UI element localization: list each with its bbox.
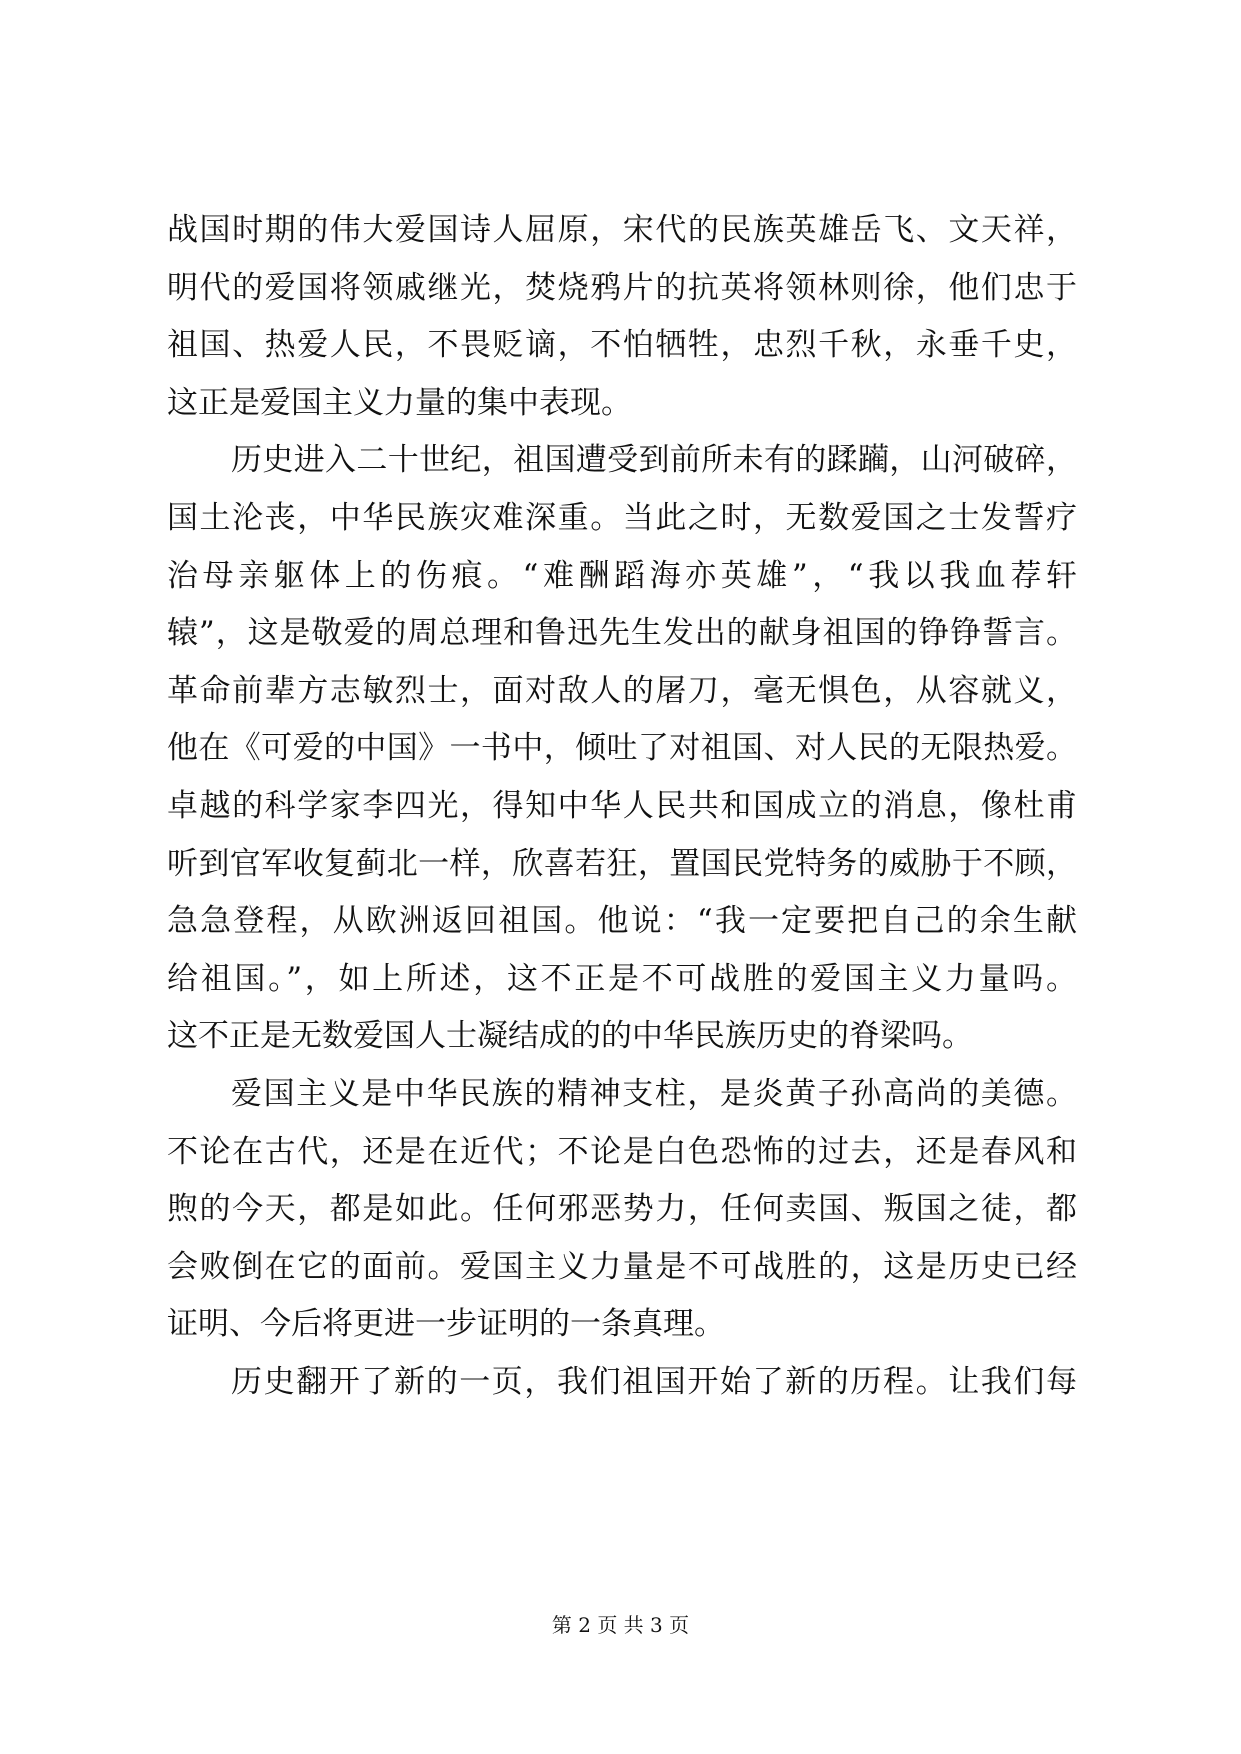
text-line: 急急登程，从欧洲返回祖国。他说：“我一定要把自己的余生献	[167, 903, 1077, 940]
text-line: 会败倒在它的面前。爱国主义力量是不可战胜的，这是历史已经	[167, 1248, 1077, 1285]
text-line: 历史翻开了新的一页，我们祖国开始了新的历程。让我们每	[231, 1363, 1077, 1400]
text-line: 卓越的科学家李四光，得知中华人民共和国成立的消息，像杜甫	[167, 787, 1077, 824]
text-line: 历史进入二十世纪，祖国遭受到前所未有的蹂躏，山河破碎，	[231, 442, 1077, 479]
text-line: 祖国、热爱人民，不畏贬谪，不怕牺牲，忠烈千秋，永垂千史，	[167, 327, 1077, 364]
text-line: 听到官军收复蓟北一样，欣喜若狂，置国民党特务的威胁于不顾，	[167, 845, 1077, 882]
text-line: 给祖国。”，如上所述，这不正是不可战胜的爱国主义力量吗。	[167, 960, 1077, 997]
text-line: 不论在古代，还是在近代；不论是白色恐怖的过去，还是春风和	[167, 1133, 1077, 1170]
text-line: 煦的今天，都是如此。任何邪恶势力，任何卖国、叛国之徒，都	[167, 1191, 1077, 1228]
text-line: 战国时期的伟大爱国诗人屈原，宋代的民族英雄岳飞、文天祥，	[167, 212, 1077, 248]
text-line: 革命前辈方志敏烈士，面对敌人的屠刀，毫无惧色，从容就义，	[167, 672, 1077, 709]
text-line: 国土沦丧，中华民族灾难深重。当此之时，无数爱国之士发誓疗	[167, 499, 1077, 536]
text-line: 证明、今后将更进一步证明的一条真理。	[167, 1306, 725, 1343]
text-line: 这不正是无数爱国人士凝结成的的中华民族历史的脊梁吗。	[167, 1018, 973, 1055]
page-footer: 第 2 页 共 3 页	[551, 1613, 690, 1637]
body-text	[167, 202, 1077, 1411]
text-line: 明代的爱国将领戚继光，焚烧鸦片的抗英将领林则徐，他们忠于	[167, 269, 1077, 306]
text-line: 这正是爱国主义力量的集中表现。	[167, 384, 632, 421]
text-line: 他在《可爱的中国》一书中，倾吐了对祖国、对人民的无限热爱。	[167, 730, 1077, 767]
text-line: 治母亲躯体上的伤痕。“难酬蹈海亦英雄”，“我以我血荐轩	[167, 557, 1077, 594]
text-line: 爱国主义是中华民族的精神支柱，是炎黄子孙高尚的美德。	[231, 1075, 1077, 1112]
text-line: 辕”，这是敬爱的周总理和鲁迅先生发出的献身祖国的铮铮誓言。	[167, 615, 1077, 652]
